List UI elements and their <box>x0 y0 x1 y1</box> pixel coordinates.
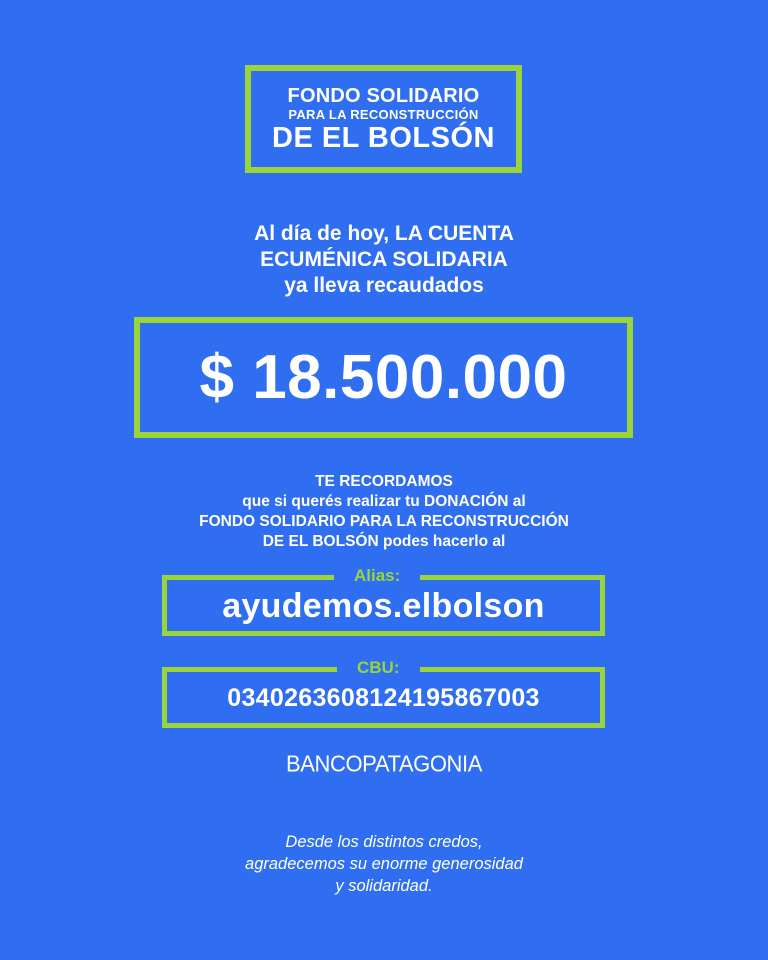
alias-label: Alias: <box>334 566 420 586</box>
bank-logo: BANCOPATAGONIA <box>285 750 483 777</box>
amount-raised: $ 18.500.000 <box>199 343 568 412</box>
header-title-line2: PARA LA RECONSTRUCCIÓN <box>288 106 479 122</box>
alias-value[interactable]: ayudemos.elbolson <box>222 587 545 625</box>
closing-line1: Desde los distintos credos, <box>285 833 483 851</box>
closing-text <box>0 831 768 897</box>
intro-line3: ya lleva recaudados <box>284 274 484 297</box>
cbu-value[interactable]: 0340263608124195867003 <box>227 684 540 712</box>
reminder-text <box>0 472 768 552</box>
intro-line2: ECUMÉNICA SOLIDARIA <box>260 248 508 271</box>
cbu-label: CBU: <box>337 658 420 678</box>
header-title-line1: FONDO SOLIDARIO <box>287 84 480 107</box>
header-title-line3: DE EL BOLSÓN <box>272 121 495 154</box>
reminder-line4: DE EL BOLSÓN podes hacerlo al <box>262 533 506 550</box>
amount-box <box>134 317 633 438</box>
reminder-line1: TE RECORDAMOS <box>315 473 453 490</box>
closing-line2: agradecemos su enorme generosidad <box>245 855 523 873</box>
reminder-line3: FONDO SOLIDARIO PARA LA RECONSTRUCCIÓN <box>199 513 569 530</box>
intro-text <box>0 221 768 299</box>
header-box <box>245 65 522 173</box>
closing-line3: y solidaridad. <box>335 877 433 895</box>
reminder-line2: que si querés realizar tu DONACIÓN al <box>242 493 526 510</box>
intro-line1: Al día de hoy, LA CUENTA <box>254 222 514 245</box>
